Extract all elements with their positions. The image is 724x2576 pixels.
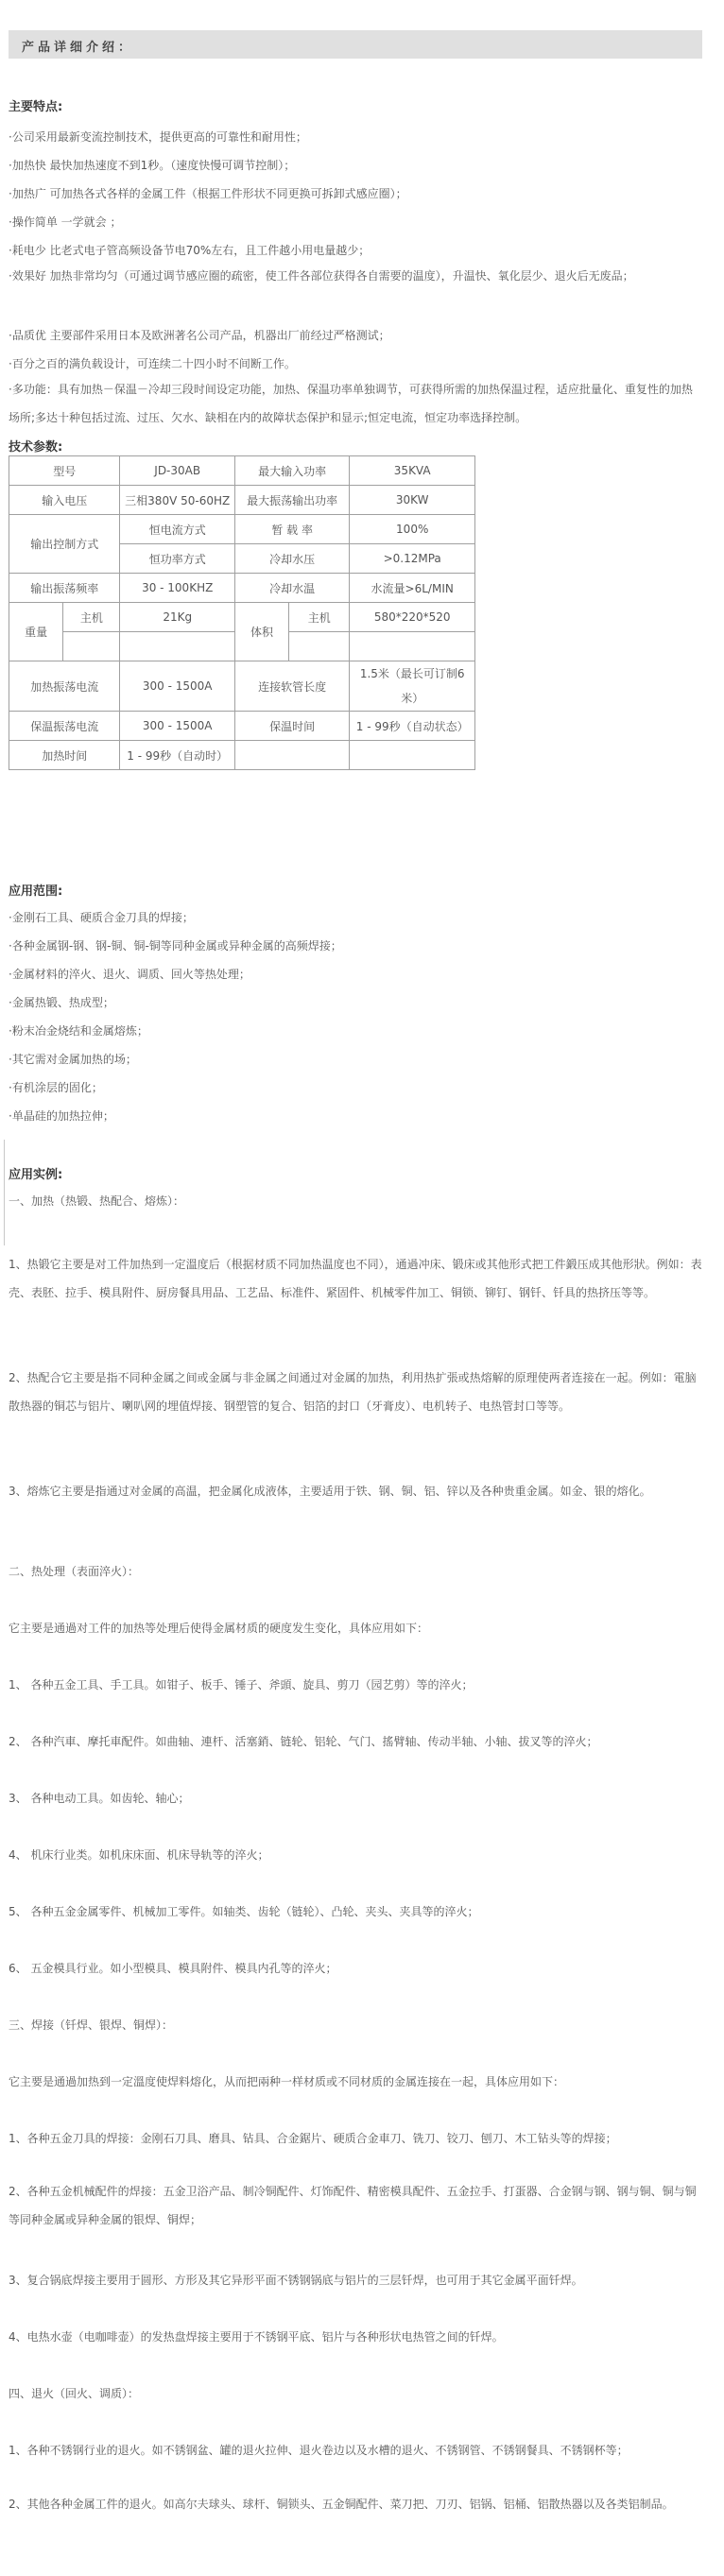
- table-row: [9, 712, 475, 741]
- table-cell: 体积: [234, 603, 288, 661]
- table-cell: 300 - 1500A: [120, 712, 234, 741]
- table-cell: 1 - 99秒（自动状态）: [350, 712, 475, 741]
- table-cell: 保温时间: [234, 712, 349, 741]
- table-cell: 100%: [350, 515, 475, 544]
- feature-item: ·加热广 可加热各式各样的金属工件（根据工件形状不同更换可拆卸式感应圈）；: [9, 187, 407, 200]
- example-heading: 二、热处理（表面淬火）：: [9, 1565, 140, 1578]
- example-intro: 它主要是通過对工件的加热等处理后使得金属材质的硬度发生变化，具体应用如下：: [9, 1622, 429, 1635]
- example-heading: 一、加热（热锻、热配合、熔炼）：: [9, 1194, 185, 1208]
- table-cell: 35KVA: [350, 456, 475, 486]
- table-cell: 水流量>6L/MIN: [350, 574, 475, 603]
- table-cell: 1 - 99秒（自动时）: [120, 741, 234, 770]
- example-item: 2、 各种汽車、摩托車配件。如曲轴、連杆、活塞銷、链轮、铝轮、气门、搖臂轴、传动半轴、小轴、拔叉等的淬火；: [9, 1735, 598, 1748]
- table-cell: [289, 632, 350, 661]
- table-cell: [63, 632, 120, 661]
- table-cell: 最大振荡输出功率: [234, 486, 349, 515]
- table-cell: 加热振荡电流: [9, 661, 120, 712]
- scope-item: ·粉末冶金烧结和金属熔炼；: [9, 1024, 148, 1038]
- table-row: [9, 574, 475, 603]
- table-cell: 30 - 100KHZ: [120, 574, 234, 603]
- scope-title: 应用范围:: [9, 884, 63, 899]
- table-cell: 1.5米（最长可订制6米）: [350, 661, 475, 712]
- table-cell: [350, 632, 475, 661]
- table-row: [9, 661, 475, 712]
- example-item: 5、 各种五金金属零件、机械加工零件。如轴类、齿轮（链轮）、凸轮、夹头、夹具等的淬火；: [9, 1905, 479, 1918]
- table-row: [9, 515, 475, 544]
- table-cell: 型号: [9, 456, 120, 486]
- example-item: 6、 五金模具行业。如小型模具、模具附件、模具内孔等的淬火；: [9, 1962, 337, 1975]
- example-item: 2、其他各种金属工件的退火。如高尔夫球头、球杆、铜锁头、五金铜配件、菜刀把、刀刃、铝锅、铝桶、铝散热器以及各类铝制品。: [9, 2498, 674, 2511]
- example-item: 3、复合锅底焊接主要用于圆形、方形及其它异形平面不锈钢锅底与铝片的三层钎焊，也可用于其它金属平面钎焊。: [9, 2274, 583, 2287]
- example-intro: 它主要是通過加热到一定溫度使焊料熔化，从而把兩种一样材质或不同材质的金属连接在一起，具体应用如下：: [9, 2075, 565, 2088]
- table-cell: 加热时间: [9, 741, 120, 770]
- specs-title: 技术参数:: [9, 440, 63, 455]
- table-cell: 冷却水温: [234, 574, 349, 603]
- table-cell: 暂 载 率: [234, 515, 349, 544]
- table-cell: 输出控制方式: [9, 515, 120, 574]
- table-row: [9, 603, 475, 632]
- feature-item: ·加热快 最快加热速度不到1秒。（速度快慢可调节控制）；: [9, 159, 296, 172]
- table-cell: 输出振荡频率: [9, 574, 120, 603]
- scope-item: ·其它需对金属加热的场；: [9, 1053, 137, 1066]
- table-cell: 冷却水压: [234, 544, 349, 574]
- table-cell: 输入电压: [9, 486, 120, 515]
- scope-item: ·有机涂层的固化；: [9, 1081, 103, 1094]
- table-cell: >0.12MPa: [350, 544, 475, 574]
- table-cell: JD-30AB: [120, 456, 234, 486]
- table-cell: [234, 741, 349, 770]
- table-row: [9, 741, 475, 770]
- table-cell: 恒功率方式: [120, 544, 234, 574]
- example-item: 1、各种不锈钢行业的退火。如不锈钢盆、罐的退火拉伸、退火卷边以及水槽的退火、不锈钢管、不锈钢餐具、不锈钢杯等；: [9, 2444, 629, 2457]
- divider: [4, 1140, 5, 1245]
- feature-item: ·效果好 加热非常均匀（可通过调节感应圈的疏密，使工件各部位获得各自需要的温度），升温快、氧化层少、退火后无废品；: [9, 269, 634, 283]
- example-paragraph: 2、热配合它主要是指不同种金属之间或金属与非金属之间通过对金属的加热，利用热扩張或热熔解的原理使两者连接在一起。例如：電脑散热器的铜芯与铝片、喇叭网的埋值焊接、钢塑管的复合、铝箔的封口（牙膏皮）、电机转子、电热管封口等等。: [9, 1371, 697, 1413]
- example-item: 1、 各种五金工具、手工具。如钳子、板手、锤子、斧頭、旋具、剪刀（园艺剪）等的淬火；: [9, 1678, 474, 1692]
- example-item: 2、各种五金机械配件的焊接：五金卫浴产品、制冷铜配件、灯饰配件、精密模具配件、五金拉手、打蛋器、合金钢与钢、钢与铜、铜与铜等同种金属或异种金属的银焊、铜焊；: [9, 2185, 697, 2226]
- table-cell: 恒电流方式: [120, 515, 234, 544]
- header-title: 产品详细介绍：: [22, 41, 135, 55]
- example-heading: 四、退火（回火、调质）：: [9, 2387, 140, 2400]
- scope-item: ·各种金属钢-钢、钢-铜、铜-铜等同种金属或异种金属的高频焊接；: [9, 939, 342, 953]
- table-cell: 最大输入功率: [234, 456, 349, 486]
- example-item: 4、电热水壶（电咖啡壶）的发热盘焊接主要用于不锈钢平底、铝片与各种形状电热管之间的钎焊。: [9, 2330, 504, 2344]
- table-cell: 580*220*520: [350, 603, 475, 632]
- examples-title: 应用实例:: [9, 1168, 63, 1182]
- feature-item: ·操作简单 一学就会 ；: [9, 215, 122, 229]
- feature-item: ·品质优 主要部件采用日本及欧洲著名公司产品，机器出厂前经过严格测试；: [9, 329, 390, 342]
- example-item: 4、 机床行业类。如机床床面、机床导轨等的淬火；: [9, 1848, 269, 1862]
- feature-item: ·多功能：具有加热－保温－冷却三段时间设定功能，加热、保温功率单独调节，可获得所需的加热保温过程，适应批量化、重复性的加热场所;多达十种包括过流、过压、欠水、缺相在内的故障状态保护和显示;恒定电流，恒定功率选择控制。: [9, 383, 693, 424]
- scope-item: ·金属材料的淬火、退火、调质、回火等热处理；: [9, 968, 250, 981]
- feature-item: ·百分之百的满负载设计，可连续二十四小时不间断工作。: [9, 357, 296, 370]
- scope-item: ·金刚石工具、硬质合金刀具的焊接；: [9, 911, 194, 924]
- table-cell: [120, 632, 234, 661]
- scope-item: ·单晶硅的加热拉伸；: [9, 1109, 114, 1123]
- features-title: 主要特点:: [9, 100, 63, 114]
- table-row: [9, 486, 475, 515]
- example-paragraph: 1、热锻它主要是对工件加热到一定溫度后（根据材质不同加热温度也不同），通過冲床、锻床或其他形式把工件鍛压成其他形狀。例如：表壳、表胚、拉手、模具附件、厨房餐具用品、工艺品、标准件、紧固件、机械零件加工、铜锁、铆钉、钢钎、钎具的热挤压等等。: [9, 1258, 702, 1299]
- table-cell: 21Kg: [120, 603, 234, 632]
- table-cell: 重量: [9, 603, 63, 661]
- section-header-bar: [9, 30, 702, 59]
- scope-item: ·金属热锻、热成型；: [9, 996, 114, 1009]
- table-cell: 主机: [63, 603, 120, 632]
- feature-item: ·公司采用最新变流控制技术，提供更高的可靠性和耐用性；: [9, 130, 307, 144]
- example-paragraph: 3、熔炼它主要是指通过对金属的高温，把金属化成液体，主要适用于铁、钢、铜、铝、锌以及各种贵重金属。如金、银的熔化。: [9, 1485, 651, 1498]
- table-cell: 三相380V 50-60HZ: [120, 486, 234, 515]
- table-cell: 300 - 1500A: [120, 661, 234, 712]
- table-row: [9, 456, 475, 486]
- table-cell: 保温振荡电流: [9, 712, 120, 741]
- table-cell: 连接软管长度: [234, 661, 349, 712]
- example-heading: 三、焊接（钎焊、银焊、铜焊）：: [9, 2018, 174, 2032]
- table-cell: 主机: [289, 603, 350, 632]
- table-cell: [350, 741, 475, 770]
- spec-table: [9, 455, 475, 770]
- example-item: 1、各种五金刀具的焊接：金刚石刀具、磨具、钻具、合金鋸片、硬质合金車刀、铣刀、铰刀、刨刀、木工钻头等的焊接；: [9, 2132, 617, 2145]
- feature-item: ·耗电少 比老式电子管高频设备节电70%左右，且工件越小用电量越少；: [9, 244, 371, 257]
- example-item: 3、 各种电动工具。如齿轮、轴心；: [9, 1792, 190, 1805]
- table-cell: 30KW: [350, 486, 475, 515]
